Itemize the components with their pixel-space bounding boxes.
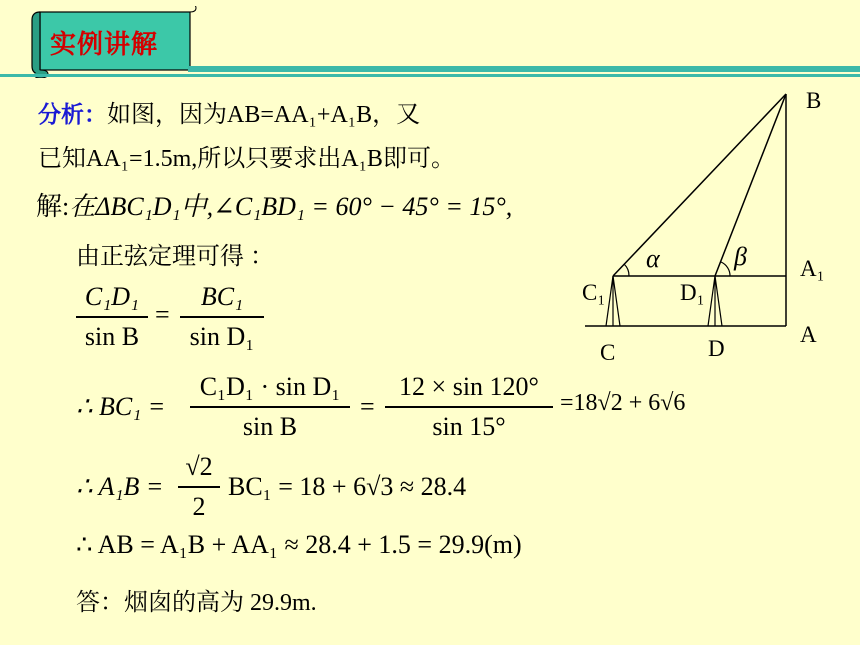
sine-rule-text: 由正弦定理可得 ： xyxy=(76,244,274,270)
label-d: D xyxy=(708,336,725,361)
tripod-c-leg xyxy=(606,276,613,326)
eq1-num-right: BC₁ xyxy=(200,282,244,311)
fraction-bar xyxy=(385,406,553,408)
analysis-line-2: 已知AA₁=1.5m,所以只要求出A₁B即可。 xyxy=(38,146,455,172)
banner-title: 实例讲解 xyxy=(50,30,159,60)
header-rule-thick xyxy=(188,66,860,72)
eq1-equals: = xyxy=(155,300,170,329)
line-bc1 xyxy=(613,94,786,276)
eq1-num-left: C₁D₁ xyxy=(84,282,140,311)
eq2-num-2: 12 × sin 120° xyxy=(399,372,539,401)
line-bd1 xyxy=(715,94,786,276)
eq2-result: =18√2 + 6√6 xyxy=(560,390,686,416)
fraction-bar xyxy=(180,316,264,318)
eq4: ∴ AB = A₁B + AA₁ ≈ 28.4 + 1.5 = 29.9(m) xyxy=(76,530,522,559)
eq1-den-left: sin B xyxy=(84,321,140,351)
solution-prefix: 解: xyxy=(36,192,70,221)
eq1-den-right: sin D₁ xyxy=(189,321,255,351)
header-rule-thin xyxy=(0,74,860,77)
solution-intro-math: 在ΔBC₁D₁中,∠C₁BD₁ = 60° − 45° = 15°, xyxy=(69,192,513,221)
tripod-c-leg xyxy=(613,276,620,326)
eq2-equals: = xyxy=(360,392,375,421)
eq2-num-1: C₁D₁ · sin D₁ xyxy=(199,372,341,401)
eq3-den: 2 xyxy=(192,491,206,521)
eq2-den-2: sin 15° xyxy=(432,411,506,441)
label-alpha: α xyxy=(646,244,660,273)
fraction-bar xyxy=(190,406,350,408)
eq3-fraction xyxy=(178,452,220,522)
analysis-text-1: 如图，因为AB=AA₁+A₁B，又 xyxy=(107,102,421,128)
fraction-bar xyxy=(178,486,220,488)
label-c: C xyxy=(600,340,616,365)
label-d1: D₁ xyxy=(680,280,705,305)
label-a1: A₁ xyxy=(800,256,825,281)
eq3-lhs: ∴ A₁B = xyxy=(76,472,164,501)
label-a: A xyxy=(800,322,817,347)
eq2-lhs: ∴ BC₁ = xyxy=(76,392,166,421)
label-c1: C₁ xyxy=(582,280,606,305)
eq2-fraction-2 xyxy=(385,372,553,442)
alpha-arc xyxy=(624,264,629,276)
section-banner xyxy=(28,6,188,70)
analysis-line-1 xyxy=(38,94,420,129)
eq3-rhs: BC₁ = 18 + 6√3 ≈ 28.4 xyxy=(228,472,467,501)
answer-text: 答：烟囱的高为 29.9m. xyxy=(76,590,317,616)
fraction-bar xyxy=(76,316,148,318)
tripod-d-leg xyxy=(708,276,715,326)
label-beta: β xyxy=(734,242,747,271)
beta-arc xyxy=(721,262,730,276)
tripod-d-leg xyxy=(715,276,722,326)
eq2-fraction-1 xyxy=(190,372,350,442)
label-b: B xyxy=(806,88,822,113)
analysis-label: 分析： xyxy=(38,102,107,128)
solution-intro xyxy=(36,186,512,223)
eq3-num: √2 xyxy=(185,452,213,481)
eq2-den-1: sin B xyxy=(242,411,298,441)
eq1-left-fraction xyxy=(76,282,148,352)
eq1-right-fraction xyxy=(180,282,264,352)
